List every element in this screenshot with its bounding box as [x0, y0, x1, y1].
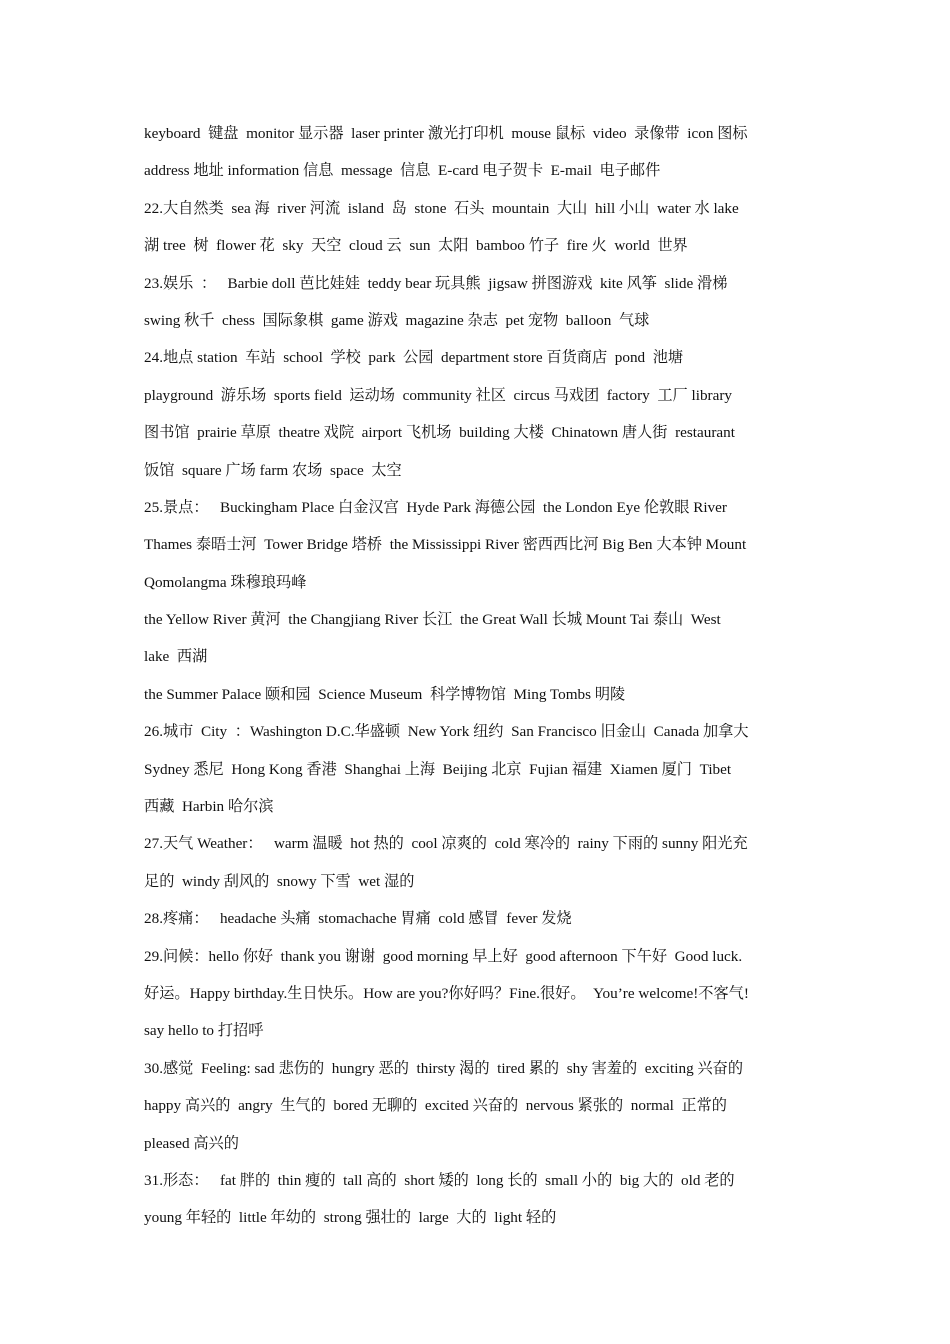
text-line: young 年轻的 little 年幼的 strong 强壮的 large 大的 light 轻的: [144, 1209, 557, 1227]
text-line: Sydney 悉尼 Hong Kong 香港 Shanghai 上海 Beijing 北京 Fujian 福建 Xiamen 厦门 Tibet: [144, 760, 732, 778]
text-line: 27.天气 Weather： warm 温暖 hot 热的 cool 凉爽的 cold 寒冷的 rainy 下雨的 sunny 阳光充: [144, 835, 748, 853]
text-line: swing 秋千 chess 国际象棋 game 游戏 magazine 杂志 pet 宠物 balloon 气球: [144, 311, 650, 329]
text-line: 22.大自然类 sea 海 river 河流 island 岛 stone 石头 mountain 大山 hill 小山 water 水 lake: [144, 199, 739, 217]
text-line: 西藏 Harbin 哈尔滨: [144, 798, 274, 816]
text-line: 湖 tree 树 flower 花 sky 天空 cloud 云 sun 太阳 bamboo 竹子 fire 火 world 世界: [144, 237, 688, 255]
text-line: keyboard 键盘 monitor 显示器 laser printer 激光打印机 mouse 鼠标 video 录像带 icon 图标: [144, 125, 748, 142]
text-line: 好运。Happy birthday.生日快乐。How are you?你好吗？Fine.很好。 You’re welcome!不客气!: [144, 984, 749, 1002]
text-line: Qomolangma 珠穆琅玛峰: [144, 573, 307, 591]
text-line: 24.地点 station 车站 school 学校 park 公园 department store 百货商店 pond 池塘: [144, 349, 684, 367]
text-line: lake 西湖: [144, 648, 208, 666]
text-line: 饭馆 square 广场 farm 农场 space 太空: [144, 461, 402, 479]
text-line: 23.娱乐 ： Barbie doll 芭比娃娃 teddy bear 玩具熊 jigsaw 拼图游戏 kite 风筝 slide 滑梯: [144, 274, 728, 292]
text-line: playground 游乐场 sports field 运动场 community 社区 circus 马戏团 factory 工厂 library: [144, 386, 733, 404]
text-line: the Yellow River 黄河 the Changjiang River 长江 the Great Wall 长城 Mount Tai 泰山 West: [144, 611, 721, 629]
text-line: 26.城市 City ：Washington D.C.华盛顿 New York 纽约 San Francisco 旧金山 Canada 加拿大: [144, 723, 749, 741]
text-line: 30.感觉 Feeling: sad 悲伤的 hungry 恶的 thirsty 渴的 tired 累的 shy 害羞的 exciting 兴奋的: [144, 1059, 744, 1077]
text-line: pleased 高兴的: [144, 1134, 239, 1152]
text-line: 25.景点： Buckingham Place 白金汉宫 Hyde Park 海德公园 the London Eye 伦敦眼 River: [144, 498, 727, 516]
text-line: happy 高兴的 angry 生气的 bored 无聊的 excited 兴奋的 nervous 紧张的 normal 正常的: [144, 1097, 727, 1115]
text-line: 图书馆 prairie 草原 theatre 戏院 airport 飞机场 building 大楼 Chinatown 唐人街 restaurant: [144, 424, 735, 442]
text-line: address 地址 information 信息 message 信息 E-card 电子贺卡 E-mail 电子邮件: [144, 162, 661, 180]
text-line: 31.形态： fat 胖的 thin 瘦的 tall 高的 short 矮的 long 长的 small 小的 big 大的 old 老的: [144, 1171, 735, 1189]
text-line: the Summer Palace 颐和园 Science Museum 科学博物馆 Ming Tombs 明陵: [144, 685, 626, 703]
document-page: [144, 115, 809, 1237]
text-line: Thames 泰晤士河 Tower Bridge 塔桥 the Mississippi River 密西西比河 Big Ben 大本钟 Mount: [144, 536, 747, 554]
text-line: say hello to 打招呼: [144, 1022, 264, 1040]
text-line: 28.疼痛： headache 头痛 stomachache 胃痛 cold 感冒 fever 发烧: [144, 910, 572, 928]
text-line: 足的 windy 刮风的 snowy 下雪 wet 湿的: [144, 872, 415, 890]
text-line: 29.问候：hello 你好 thank you 谢谢 good morning 早上好 good afternoon 下午好 Good luck.: [144, 947, 743, 965]
